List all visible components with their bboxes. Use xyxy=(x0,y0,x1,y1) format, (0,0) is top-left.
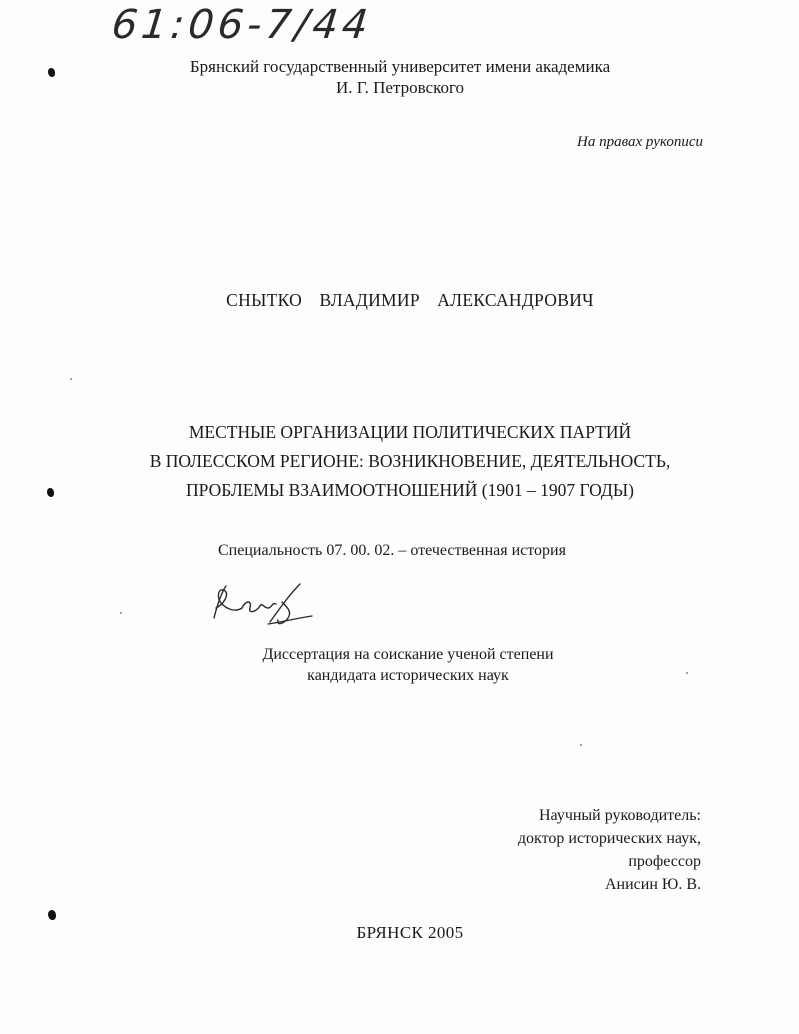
scan-speck xyxy=(580,744,582,746)
scan-mark xyxy=(47,488,54,497)
handwritten-signature xyxy=(208,578,318,630)
university-line-1: Брянский государственный университет имени академика xyxy=(189,57,611,76)
dissertation-title xyxy=(100,418,720,505)
supervisor-rank: профессор xyxy=(628,853,701,870)
scan-mark xyxy=(48,910,56,920)
scan-mark xyxy=(48,68,55,77)
scan-speck xyxy=(70,378,72,380)
supervisor-degree: доктор исторических наук, xyxy=(517,830,701,847)
city-year: БРЯНСК 2005 xyxy=(356,923,464,942)
author-name: СНЫТКО ВЛАДИМИР АЛЕКСАНДРОВИЧ xyxy=(226,290,594,310)
title-line-2: В ПОЛЕССКОМ РЕГИОНЕ: ВОЗНИКНОВЕНИЕ, ДЕЯТЕЛЬНОСТЬ, xyxy=(149,451,671,471)
supervisor-name: Анисин Ю. В. xyxy=(604,876,701,893)
title-line-1: МЕСТНЫЕ ОРГАНИЗАЦИИ ПОЛИТИЧЕСКИХ ПАРТИЙ xyxy=(188,422,632,442)
specialty: Специальность 07. 00. 02. – отечественная история xyxy=(218,542,566,559)
archive-number: 61:06-7/44 xyxy=(109,2,374,48)
dissertation-degree xyxy=(208,644,608,686)
university-name xyxy=(130,56,670,98)
dissertation-line-1: Диссертация на соискание ученой степени xyxy=(262,646,554,663)
manuscript-note: На правах рукописи xyxy=(577,134,703,150)
title-line-3: ПРОБЛЕМЫ ВЗАИМООТНОШЕНИЙ (1901 – 1907 ГОДЫ) xyxy=(186,480,634,500)
scan-speck xyxy=(686,672,688,674)
scan-speck xyxy=(120,612,122,614)
supervisor-block xyxy=(518,804,701,896)
supervisor-label: Научный руководитель: xyxy=(538,807,701,824)
dissertation-line-2: кандидата исторических наук xyxy=(307,667,509,684)
university-line-2: И. Г. Петровского xyxy=(335,78,465,97)
